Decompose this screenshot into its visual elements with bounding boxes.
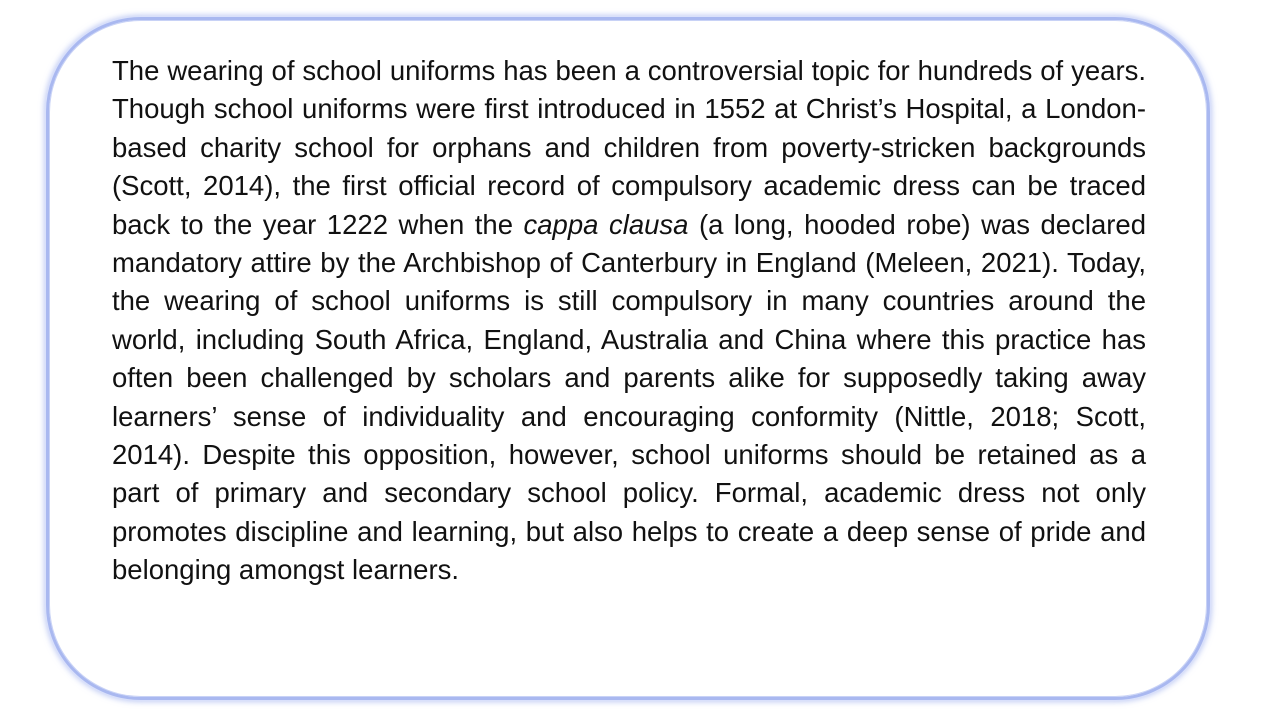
paragraph-part-2: (a long, hooded robe) was declared mandatory attire by the Archbishop of Canterbury in England (Meleen, 2021). Today, the wearing of school uniforms is still compulsory in many countries around the world, including South Africa, England, Australia and China where this practice has often been challenged by scholars and parents alike for supposedly taking away learners’ sense of individuality and encouraging conformity (Nittle, 2018; Scott, 2014). Despite this opposition, however, school uniforms should be retained as a part of primary and secondary school policy. Formal, academic dress not only promotes discipline and learning, but also helps to create a deep sense of pride and belonging amongst learners. bbox=[112, 208, 1146, 586]
paragraph-part-1: The wearing of school uniforms has been a controversial topic for hundreds of years. Though school uniforms were first introduced in 1552 at Christ’s Hospital, a London-based charity school for orphans and children from poverty-stricken backgrounds (Scott, 2014), the first official record of compulsory academic dress can be traced back to the year 1222 when the bbox=[112, 55, 1146, 240]
italic-term: cappa clausa bbox=[523, 208, 689, 240]
body-paragraph bbox=[112, 52, 1146, 590]
